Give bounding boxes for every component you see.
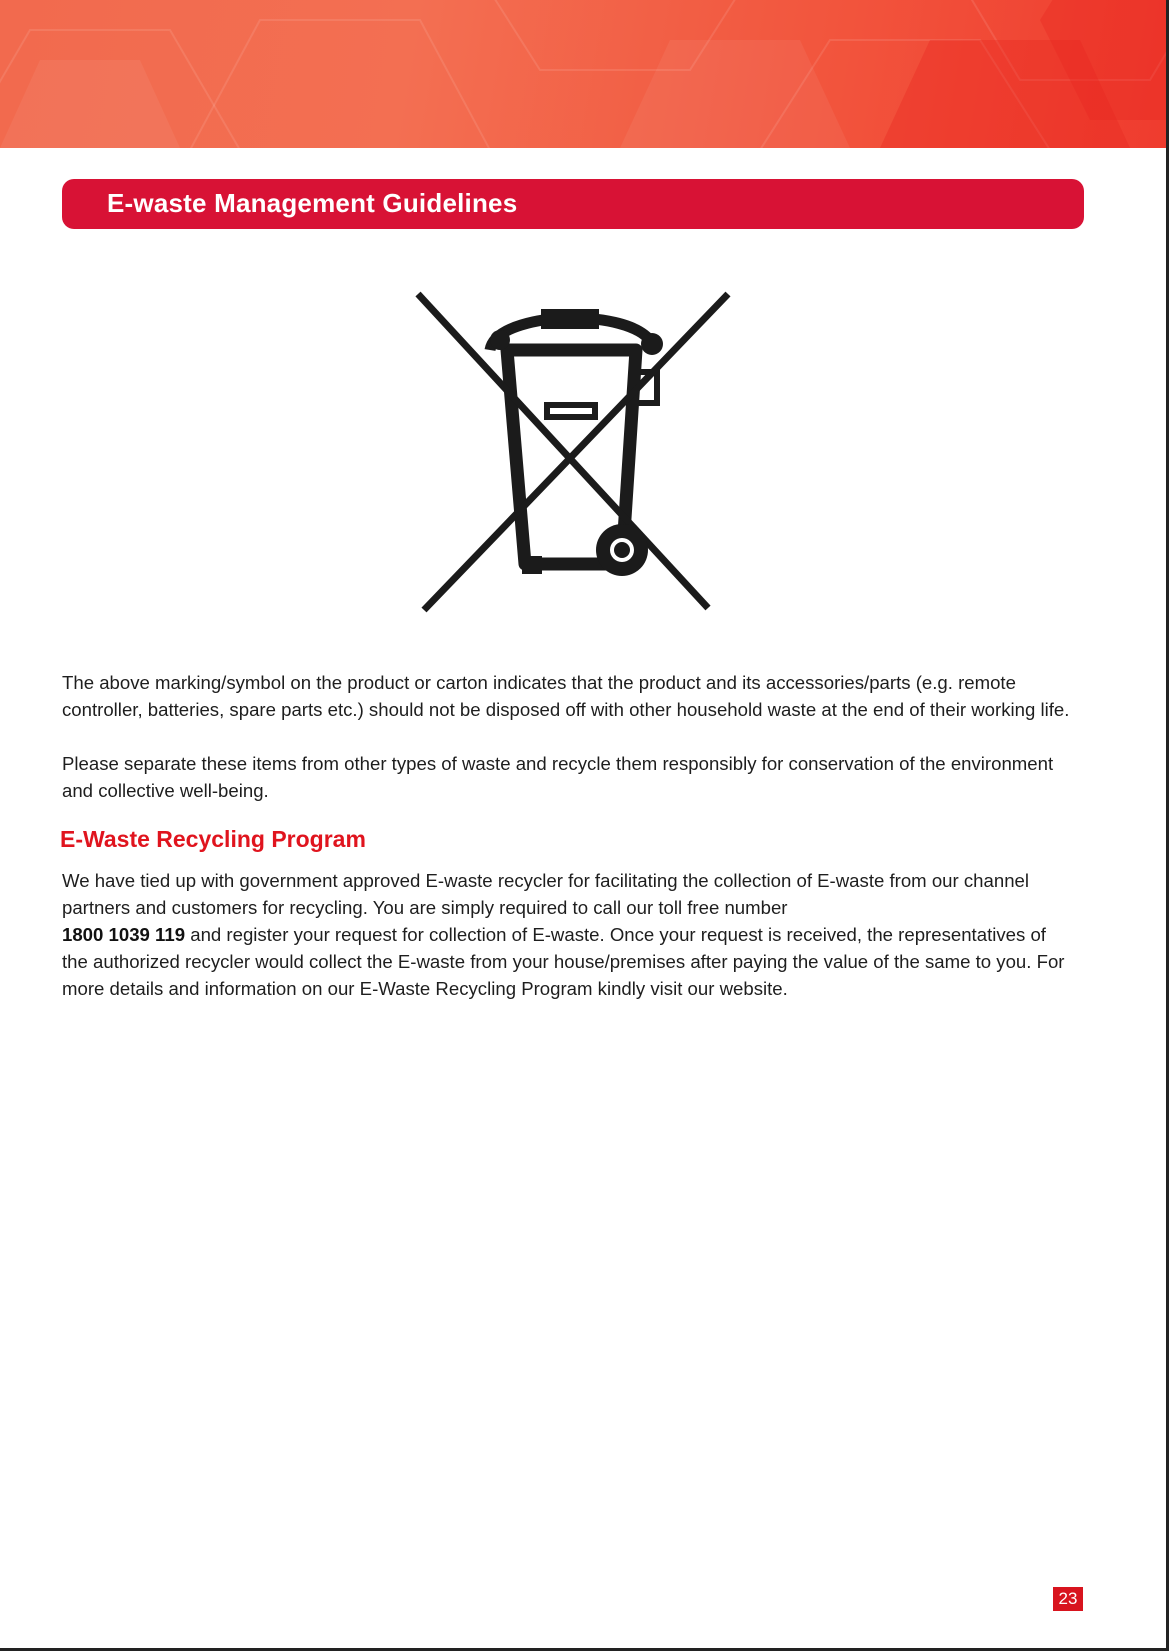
header-band <box>0 0 1169 148</box>
page-number-badge: 23 <box>1053 1587 1083 1611</box>
hexagon-pattern-decoration <box>0 0 1169 148</box>
separation-advice-paragraph: Please separate these items from other types of waste and recycle them responsibly for conservation of the environment and collective well-being. <box>62 753 1054 801</box>
toll-free-number: 1800 1039 119 <box>62 924 186 945</box>
title-bar <box>62 179 1084 229</box>
recycling-program-paragraph <box>62 867 1072 1002</box>
crossed-out-wheeled-bin-icon <box>412 288 732 618</box>
recycling-text-intro: We have tied up with government approved E-waste recycler for facilitating the collection of E-waste from our channel partners and customers for recycling. You are simply required to call our toll free number <box>62 870 1030 918</box>
symbol-description-paragraph: The above marking/symbol on the product or carton indicates that the product and its accessories/parts (e.g. remote controller, batteries, spare parts etc.) should not be disposed off with other household waste at the end of their working life. <box>62 672 1070 720</box>
recycling-text-details: and register your request for collection of E-waste. Once your request is received, the representatives of the authorized recycler would collect the E-waste from your house/premises after paying the value of the same to you. For more details and information on our E-Waste Recycling Program kindly visit our website. <box>62 924 1065 999</box>
section-heading-recycling-program: E-Waste Recycling Program <box>60 826 366 852</box>
page-title: E-waste Management Guidelines <box>107 188 518 218</box>
